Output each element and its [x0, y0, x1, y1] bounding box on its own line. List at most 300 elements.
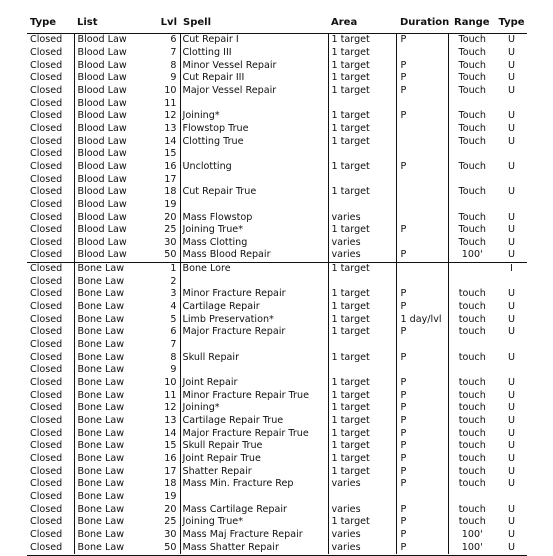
cell-list: Blood Law	[74, 110, 152, 123]
cell-spell: Joining True*	[182, 224, 244, 236]
cell-lvl: 18	[152, 478, 180, 491]
cell-duration	[396, 135, 448, 148]
cell-type-2: U	[507, 122, 516, 134]
cell-type-2: U	[507, 249, 516, 261]
cell-range	[448, 97, 496, 110]
cell-spell: Joining*	[182, 110, 220, 122]
cell-type-2: U	[507, 452, 516, 464]
cell-duration: P	[396, 59, 448, 72]
table-row	[27, 491, 527, 504]
cell-list: Bone Law	[74, 326, 152, 339]
cell-type-2: U	[507, 236, 516, 248]
cell-area	[328, 364, 396, 377]
cell-area: varies	[328, 478, 396, 491]
cell-spell: Joining*	[182, 402, 220, 414]
cell-lvl: 16	[152, 453, 180, 466]
cell-area	[328, 275, 396, 288]
cell-list: Bone Law	[74, 529, 152, 542]
table-row	[27, 275, 527, 288]
header-range: Range	[448, 11, 496, 34]
table-row	[27, 351, 527, 364]
cell-spell	[180, 148, 328, 161]
cell-area	[328, 173, 396, 186]
header-list: List	[74, 11, 152, 34]
cell-lvl: 14	[152, 135, 180, 148]
table-row	[27, 59, 527, 72]
cell-type-2	[496, 199, 527, 212]
table-row	[27, 135, 527, 148]
cell-type: Closed	[30, 389, 63, 401]
cell-type-2: U	[507, 135, 516, 147]
cell-range	[448, 148, 496, 161]
cell-area: varies	[328, 249, 396, 262]
cell-list: Bone Law	[74, 478, 152, 491]
cell-duration	[396, 275, 448, 288]
cell-area: 1 target	[328, 301, 396, 314]
cell-range: touch	[448, 516, 496, 529]
cell-type-2: U	[507, 351, 516, 363]
cell-area: 1 target	[328, 351, 396, 364]
cell-spell	[180, 97, 328, 110]
table-row	[27, 72, 527, 85]
cell-area: 1 target	[328, 415, 396, 428]
cell-area: 1 target	[328, 34, 396, 47]
cell-spell	[180, 491, 328, 504]
cell-type: Closed	[30, 528, 63, 540]
cell-list: Bone Law	[74, 402, 152, 415]
cell-list: Bone Law	[74, 301, 152, 314]
cell-range	[448, 275, 496, 288]
cell-list: Blood Law	[74, 72, 152, 85]
cell-area: 1 target	[328, 402, 396, 415]
table-row	[27, 465, 527, 478]
cell-list: Blood Law	[74, 123, 152, 136]
cell-type-2: U	[507, 402, 516, 414]
table-row	[27, 301, 527, 314]
table-row	[27, 288, 527, 301]
table-row	[27, 503, 527, 516]
cell-list: Bone Law	[74, 516, 152, 529]
cell-duration	[396, 123, 448, 136]
cell-list: Bone Law	[74, 364, 152, 377]
cell-range: Touch	[448, 72, 496, 85]
cell-type: Closed	[30, 339, 63, 351]
cell-type-2: U	[507, 313, 516, 325]
table-row	[27, 224, 527, 237]
cell-type: Closed	[30, 72, 63, 84]
cell-type: Closed	[30, 46, 63, 58]
cell-range: touch	[448, 313, 496, 326]
cell-area: 1 target	[328, 59, 396, 72]
cell-duration	[396, 491, 448, 504]
cell-list: Blood Law	[74, 148, 152, 161]
table-row	[27, 516, 527, 529]
cell-list: Bone Law	[74, 288, 152, 301]
cell-spell	[180, 275, 328, 288]
cell-list: Blood Law	[74, 186, 152, 199]
cell-duration	[396, 364, 448, 377]
cell-duration: P	[396, 224, 448, 237]
table-body	[27, 34, 527, 554]
cell-lvl: 12	[152, 402, 180, 415]
table-row	[27, 199, 527, 212]
cell-list: Bone Law	[74, 275, 152, 288]
cell-spell: Flowstop True	[182, 122, 249, 134]
cell-range: Touch	[448, 211, 496, 224]
cell-lvl: 12	[152, 110, 180, 123]
cell-list: Bone Law	[74, 465, 152, 478]
cell-type-2: U	[507, 34, 516, 46]
table-row	[27, 186, 527, 199]
cell-spell: Joint Repair True	[182, 452, 261, 464]
cell-range: Touch	[448, 224, 496, 237]
cell-type: Closed	[30, 173, 63, 185]
cell-type-2	[496, 173, 527, 186]
cell-type: Closed	[30, 440, 63, 452]
cell-spell: Major Fracture Repair	[182, 326, 286, 338]
cell-spell: Joining True*	[182, 516, 244, 528]
cell-duration: P	[396, 351, 448, 364]
cell-spell: Bone Lore	[180, 262, 328, 275]
cell-duration: P	[396, 440, 448, 453]
cell-type-2: U	[507, 541, 516, 553]
cell-list: Blood Law	[74, 47, 152, 60]
header-type-2: Type	[496, 11, 527, 34]
cell-duration	[396, 186, 448, 199]
cell-list: Blood Law	[74, 224, 152, 237]
cell-lvl: 30	[152, 237, 180, 250]
cell-list: Blood Law	[74, 161, 152, 174]
cell-lvl: 11	[152, 97, 180, 110]
cell-type: Closed	[30, 326, 63, 338]
cell-area: 1 target	[328, 389, 396, 402]
cell-type: Closed	[30, 160, 63, 172]
cell-range: Touch	[448, 123, 496, 136]
cell-list: Bone Law	[74, 389, 152, 402]
cell-list: Blood Law	[74, 59, 152, 72]
cell-spell: Mass Blood Repair	[182, 249, 271, 261]
cell-lvl: 3	[152, 288, 180, 301]
cell-list: Bone Law	[74, 440, 152, 453]
cell-lvl: 8	[152, 59, 180, 72]
cell-type-2: U	[507, 186, 516, 198]
cell-spell: Clotting True	[182, 135, 244, 147]
table-row	[27, 237, 527, 250]
cell-list: Blood Law	[74, 173, 152, 186]
cell-range: 100'	[448, 249, 496, 262]
cell-range: touch	[448, 503, 496, 516]
cell-range: touch	[448, 402, 496, 415]
cell-lvl: 20	[152, 503, 180, 516]
cell-list: Bone Law	[74, 415, 152, 428]
cell-area: varies	[328, 211, 396, 224]
cell-duration	[396, 97, 448, 110]
cell-list: Blood Law	[74, 249, 152, 262]
cell-duration	[396, 339, 448, 352]
cell-duration	[396, 237, 448, 250]
cell-duration: P	[396, 249, 448, 262]
cell-range: touch	[448, 453, 496, 466]
cell-type-2: U	[507, 465, 516, 477]
cell-type-2: U	[507, 440, 516, 452]
table-row	[27, 402, 527, 415]
table-row	[27, 85, 527, 98]
cell-list: Bone Law	[74, 427, 152, 440]
cell-spell: Cartilage Repair True	[182, 415, 284, 427]
cell-type-2	[496, 148, 527, 161]
cell-type-2: U	[507, 478, 516, 490]
cell-type: Closed	[30, 452, 63, 464]
cell-lvl: 30	[152, 529, 180, 542]
cell-type: Closed	[30, 415, 63, 427]
cell-area: 1 target	[328, 110, 396, 123]
cell-spell: Cut Repair III	[182, 72, 245, 84]
cell-lvl: 7	[152, 47, 180, 60]
cell-spell	[180, 173, 328, 186]
cell-duration: P	[396, 516, 448, 529]
cell-lvl: 1	[152, 262, 180, 275]
cell-type-2: U	[507, 46, 516, 58]
cell-type: Closed	[30, 198, 63, 210]
cell-spell: Minor Vessel Repair	[182, 59, 277, 71]
cell-spell: Cut Repair True	[182, 186, 257, 198]
spell-table	[27, 11, 527, 554]
cell-duration: P	[396, 478, 448, 491]
cell-area: varies	[328, 503, 396, 516]
cell-spell: Cartilage Repair	[182, 301, 260, 313]
cell-list: Bone Law	[74, 339, 152, 352]
cell-range: touch	[448, 478, 496, 491]
cell-duration: P	[396, 72, 448, 85]
cell-spell: Shatter Repair	[182, 465, 252, 477]
cell-spell: Mass Shatter Repair	[182, 541, 279, 553]
table-row	[27, 377, 527, 390]
cell-type: Closed	[30, 135, 63, 147]
cell-type: Closed	[30, 490, 63, 502]
cell-list: Blood Law	[74, 85, 152, 98]
table-row	[27, 148, 527, 161]
cell-area: 1 target	[328, 47, 396, 60]
cell-area: varies	[328, 541, 396, 554]
cell-range: Touch	[448, 237, 496, 250]
cell-spell: Minor Fracture Repair	[182, 288, 286, 300]
table-row	[27, 249, 527, 262]
table-row	[27, 364, 527, 377]
cell-type: Closed	[30, 84, 63, 96]
cell-area	[328, 491, 396, 504]
table-row	[27, 326, 527, 339]
cell-duration	[396, 47, 448, 60]
cell-duration: P	[396, 415, 448, 428]
cell-list: Bone Law	[74, 377, 152, 390]
cell-spell: Skull Repair	[182, 351, 240, 363]
cell-spell: Skull Repair True	[182, 440, 263, 452]
cell-type: Closed	[30, 301, 63, 313]
cell-range	[448, 364, 496, 377]
cell-lvl: 9	[152, 72, 180, 85]
cell-area: 1 target	[328, 465, 396, 478]
cell-spell: Joint Repair	[182, 377, 238, 389]
cell-duration: P	[396, 402, 448, 415]
table-row	[27, 440, 527, 453]
cell-area: 1 target	[328, 516, 396, 529]
cell-area: 1 target	[328, 288, 396, 301]
cell-duration: P	[396, 377, 448, 390]
cell-type-2	[496, 491, 527, 504]
cell-type: Closed	[30, 313, 63, 325]
cell-duration	[396, 262, 448, 275]
cell-area: 1 target	[328, 377, 396, 390]
table-row	[27, 211, 527, 224]
cell-area	[328, 148, 396, 161]
cell-type: Closed	[30, 148, 63, 160]
cell-area: varies	[328, 237, 396, 250]
table-row	[27, 313, 527, 326]
header-row	[27, 11, 527, 34]
table-row	[27, 47, 527, 60]
cell-type-2: U	[507, 377, 516, 389]
cell-type-2: U	[507, 415, 516, 427]
cell-spell	[180, 364, 328, 377]
cell-range: Touch	[448, 110, 496, 123]
cell-lvl: 25	[152, 224, 180, 237]
cell-duration: P	[396, 465, 448, 478]
cell-type-2	[496, 364, 527, 377]
cell-type: Closed	[30, 288, 63, 300]
cell-duration: P	[396, 85, 448, 98]
cell-spell: Mass Clotting	[182, 236, 248, 248]
cell-type: Closed	[27, 262, 74, 275]
cell-list: Blood Law	[74, 34, 152, 47]
cell-type: Closed	[30, 275, 63, 287]
cell-range	[448, 199, 496, 212]
cell-area: 1 target	[328, 313, 396, 326]
cell-type-2: U	[507, 160, 516, 172]
cell-range: Touch	[448, 135, 496, 148]
table-row	[27, 123, 527, 136]
cell-type-2: U	[507, 59, 516, 71]
cell-lvl: 13	[152, 123, 180, 136]
table-row	[27, 339, 527, 352]
cell-type: Closed	[30, 186, 63, 198]
cell-lvl: 6	[152, 326, 180, 339]
cell-lvl: 18	[152, 186, 180, 199]
cell-type: Closed	[30, 110, 63, 122]
cell-duration: P	[396, 389, 448, 402]
header-type: Type	[27, 11, 74, 34]
cell-type: Closed	[30, 34, 63, 46]
cell-list: Bone Law	[74, 313, 152, 326]
cell-duration: P	[396, 34, 448, 47]
cell-list: Blood Law	[74, 211, 152, 224]
cell-type: Closed	[30, 465, 63, 477]
cell-lvl: 7	[152, 339, 180, 352]
cell-area: 1 target	[328, 161, 396, 174]
cell-lvl: 17	[152, 465, 180, 478]
cell-type: Closed	[30, 503, 63, 515]
cell-area: 1 target	[328, 427, 396, 440]
cell-lvl: 5	[152, 313, 180, 326]
cell-range: 100'	[448, 529, 496, 542]
cell-type-2: U	[507, 301, 516, 313]
cell-range: touch	[448, 351, 496, 364]
cell-area: 1 target	[328, 72, 396, 85]
cell-list: Bone Law	[74, 453, 152, 466]
cell-range: Touch	[448, 59, 496, 72]
cell-range: Touch	[448, 161, 496, 174]
cell-duration	[396, 148, 448, 161]
cell-list: Blood Law	[74, 135, 152, 148]
cell-range	[448, 173, 496, 186]
cell-area: 1 target	[328, 135, 396, 148]
cell-duration: P	[396, 453, 448, 466]
table-row	[27, 161, 527, 174]
cell-range: touch	[448, 440, 496, 453]
cell-lvl: 19	[152, 491, 180, 504]
cell-type: Closed	[30, 122, 63, 134]
cell-area: 1 target	[328, 440, 396, 453]
cell-lvl: 8	[152, 351, 180, 364]
cell-spell: Mass Maj Fracture Repair	[182, 528, 303, 540]
table-row	[27, 427, 527, 440]
cell-duration: P	[396, 503, 448, 516]
cell-type: Closed	[30, 478, 63, 490]
cell-type: Closed	[30, 364, 63, 376]
cell-duration: P	[396, 427, 448, 440]
cell-list: Bone Law	[74, 491, 152, 504]
cell-area	[328, 339, 396, 352]
cell-type-2: U	[507, 72, 516, 84]
table-row	[27, 541, 527, 554]
cell-range: touch	[448, 415, 496, 428]
cell-lvl: 17	[152, 173, 180, 186]
cell-spell: Limb Preservation*	[182, 313, 274, 325]
cell-range: touch	[448, 301, 496, 314]
cell-spell: Mass Min. Fracture Rep	[182, 478, 294, 490]
cell-lvl: 16	[152, 161, 180, 174]
cell-lvl: 50	[152, 249, 180, 262]
cell-range: touch	[448, 389, 496, 402]
cell-area: 1 target	[328, 453, 396, 466]
cell-type-2: U	[507, 389, 516, 401]
cell-lvl: 25	[152, 516, 180, 529]
cell-type: Closed	[30, 541, 63, 553]
cell-lvl: 10	[152, 85, 180, 98]
cell-type: Closed	[30, 211, 63, 223]
header-lvl: Lvl	[152, 11, 180, 34]
cell-type-2: U	[507, 503, 516, 515]
cell-lvl: 2	[152, 275, 180, 288]
cell-type-2: U	[507, 84, 516, 96]
cell-lvl: 11	[152, 389, 180, 402]
cell-lvl: 15	[152, 440, 180, 453]
cell-spell: Cut Repair I	[182, 34, 239, 46]
cell-type: Closed	[30, 59, 63, 71]
cell-type-2: U	[507, 516, 516, 528]
cell-duration	[396, 211, 448, 224]
cell-range	[448, 491, 496, 504]
header-duration: Duration	[396, 11, 448, 34]
cell-area: 1 target	[328, 326, 396, 339]
cell-list: Bone Law	[74, 262, 152, 275]
cell-area	[328, 199, 396, 212]
cell-type: Closed	[30, 97, 63, 109]
cell-type-2: U	[507, 288, 516, 300]
cell-duration: P	[396, 288, 448, 301]
cell-range: Touch	[448, 186, 496, 199]
cell-duration: 1 day/lvl	[396, 313, 448, 326]
cell-type-2	[496, 339, 527, 352]
